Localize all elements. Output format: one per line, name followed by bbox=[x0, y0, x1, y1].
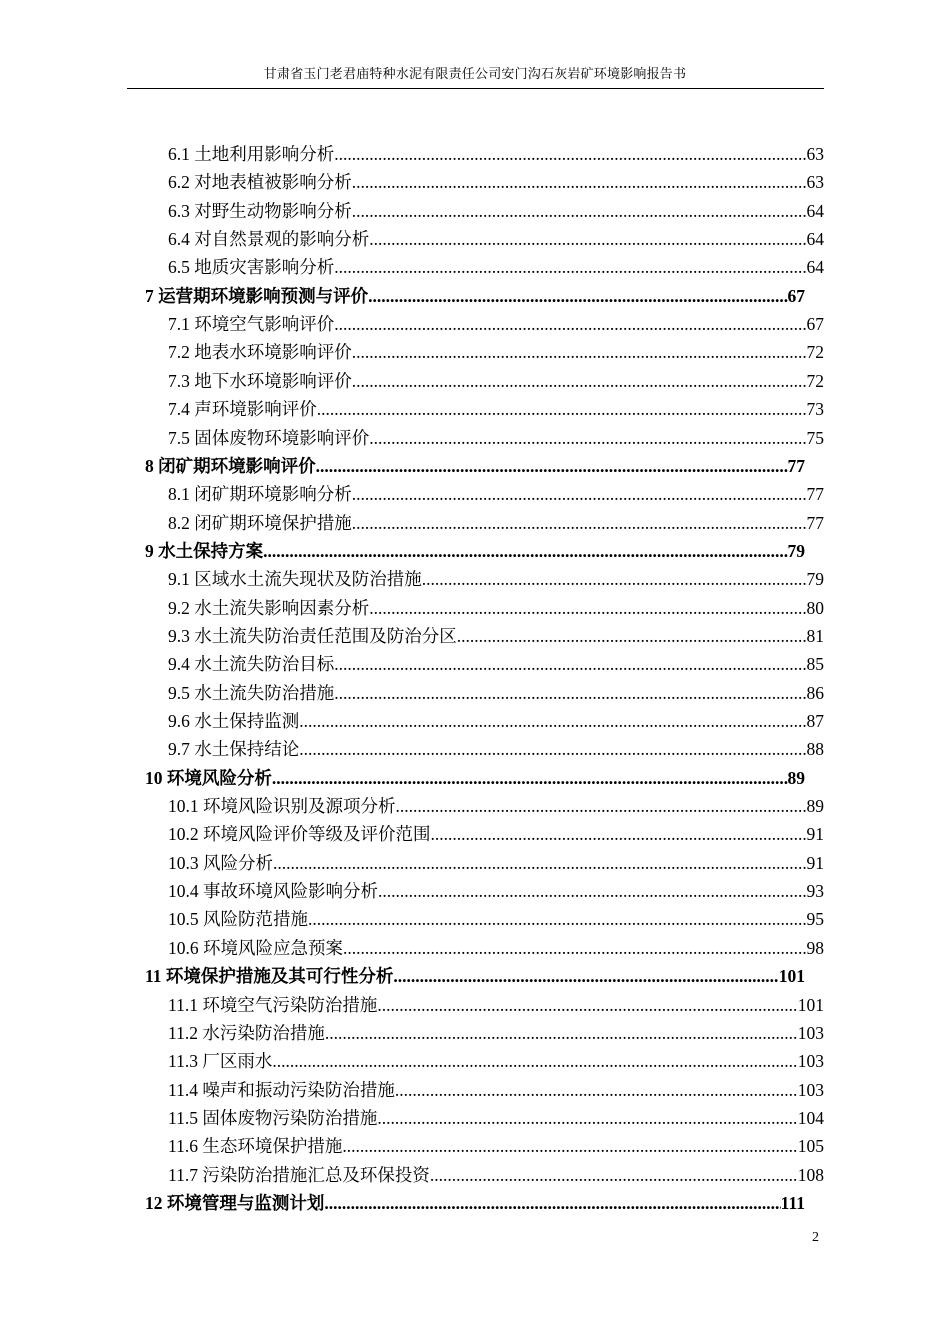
toc-entry-title: 9 水土保持方案 bbox=[145, 541, 264, 561]
toc-dot-leader bbox=[457, 623, 807, 649]
toc-entry-title: 11.7 污染防治措施汇总及环保投资 bbox=[168, 1165, 430, 1185]
toc-section-entry[interactable] bbox=[168, 595, 824, 621]
toc-entry-page: 108 bbox=[797, 1165, 824, 1185]
toc-section-entry[interactable] bbox=[168, 339, 824, 365]
toc-section-entry[interactable] bbox=[168, 481, 824, 507]
toc-entry-title: 11.5 固体废物污染防治措施 bbox=[168, 1108, 378, 1128]
toc-entry-page: 80 bbox=[806, 598, 824, 618]
toc-entry-page: 93 bbox=[806, 881, 824, 901]
toc-entry-title: 9.2 水土流失影响因素分析 bbox=[168, 598, 370, 618]
toc-entry-title: 7.2 地表水环境影响评价 bbox=[168, 342, 352, 362]
toc-dot-leader bbox=[393, 963, 778, 989]
toc-dot-leader bbox=[378, 878, 807, 904]
toc-section-entry[interactable] bbox=[168, 1105, 824, 1131]
toc-section-entry[interactable] bbox=[168, 935, 824, 961]
toc-entry-title: 11.6 生态环境保护措施 bbox=[168, 1136, 343, 1156]
toc-dot-leader bbox=[317, 396, 807, 422]
toc-entry-page: 98 bbox=[806, 938, 824, 958]
toc-entry-title: 7.3 地下水环境影响评价 bbox=[168, 371, 352, 391]
toc-chapter-entry[interactable] bbox=[145, 453, 805, 479]
toc-entry-title: 9.4 水土流失防治目标 bbox=[168, 654, 335, 674]
toc-section-entry[interactable] bbox=[168, 878, 824, 904]
toc-dot-leader bbox=[272, 1048, 797, 1074]
toc-section-entry[interactable] bbox=[168, 396, 824, 422]
toc-entry-page: 86 bbox=[806, 683, 824, 703]
page-header: 甘肃省玉门老君庙特种水泥有限责任公司安门沟石灰岩矿环境影响报告书 bbox=[263, 66, 687, 81]
toc-dot-leader bbox=[369, 595, 806, 621]
toc-chapter-entry[interactable] bbox=[145, 765, 805, 791]
toc-entry-page: 73 bbox=[806, 399, 824, 419]
toc-entry-page: 89 bbox=[787, 768, 805, 788]
toc-entry-title: 10.3 风险分析 bbox=[168, 853, 273, 873]
toc-entry-page: 103 bbox=[797, 1023, 824, 1043]
page-number: 2 bbox=[812, 1230, 819, 1245]
toc-dot-leader bbox=[316, 453, 788, 479]
toc-entry-page: 75 bbox=[806, 428, 824, 448]
toc-entry-page: 77 bbox=[806, 513, 824, 533]
toc-entry-title: 11.4 噪声和振动污染防治措施 bbox=[168, 1080, 395, 1100]
toc-section-entry[interactable] bbox=[168, 906, 824, 932]
toc-chapter-entry[interactable] bbox=[145, 1190, 805, 1216]
toc-dot-leader bbox=[430, 1162, 798, 1188]
toc-entry-page: 63 bbox=[806, 172, 824, 192]
toc-entry-page: 95 bbox=[806, 909, 824, 929]
toc-entry-page: 104 bbox=[797, 1108, 824, 1128]
toc-dot-leader bbox=[377, 1105, 797, 1131]
toc-entry-page: 103 bbox=[797, 1080, 824, 1100]
toc-entry-page: 105 bbox=[797, 1136, 824, 1156]
toc-section-entry[interactable] bbox=[168, 254, 824, 280]
toc-section-entry[interactable] bbox=[168, 850, 824, 876]
toc-entry-page: 87 bbox=[806, 711, 824, 731]
toc-chapter-entry[interactable] bbox=[145, 963, 805, 989]
toc-dot-leader bbox=[342, 1133, 797, 1159]
toc-entry-title: 6.1 土地利用影响分析 bbox=[168, 144, 335, 164]
toc-dot-leader bbox=[395, 1077, 798, 1103]
toc-dot-leader bbox=[324, 1190, 780, 1216]
toc-dot-leader bbox=[334, 311, 806, 337]
toc-section-entry[interactable] bbox=[168, 1020, 824, 1046]
toc-dot-leader bbox=[308, 906, 807, 932]
toc-dot-leader bbox=[369, 226, 806, 252]
toc-entry-page: 91 bbox=[806, 853, 824, 873]
toc-entry-page: 88 bbox=[806, 739, 824, 759]
toc-section-entry[interactable] bbox=[168, 680, 824, 706]
toc-section-entry[interactable] bbox=[168, 736, 824, 762]
toc-entry-page: 91 bbox=[806, 824, 824, 844]
toc-entry-page: 77 bbox=[787, 456, 805, 476]
toc-entry-title: 6.4 对自然景观的影响分析 bbox=[168, 229, 370, 249]
toc-section-entry[interactable] bbox=[168, 141, 824, 167]
toc-entry-title: 11 环境保护措施及其可行性分析 bbox=[145, 966, 394, 986]
toc-entry-title: 11.1 环境空气污染防治措施 bbox=[168, 995, 378, 1015]
toc-chapter-entry[interactable] bbox=[145, 538, 805, 564]
toc-entry-page: 111 bbox=[780, 1193, 805, 1213]
toc-entry-page: 89 bbox=[806, 796, 824, 816]
toc-entry-page: 64 bbox=[806, 257, 824, 277]
toc-dot-leader bbox=[343, 935, 807, 961]
toc-dot-leader bbox=[352, 510, 807, 536]
toc-entry-title: 11.2 水污染防治措施 bbox=[168, 1023, 325, 1043]
toc-entry-title: 7.1 环境空气影响评价 bbox=[168, 314, 335, 334]
toc-entry-page: 79 bbox=[806, 569, 824, 589]
toc-dot-leader bbox=[431, 821, 807, 847]
toc-dot-leader bbox=[352, 368, 807, 394]
toc-section-entry[interactable] bbox=[168, 169, 824, 195]
toc-entry-page: 67 bbox=[806, 314, 824, 334]
toc-section-entry[interactable] bbox=[168, 1133, 824, 1159]
toc-section-entry[interactable] bbox=[168, 311, 824, 337]
toc-dot-leader bbox=[422, 566, 807, 592]
toc-dot-leader bbox=[299, 736, 806, 762]
toc-entry-title: 10 环境风险分析 bbox=[145, 768, 272, 788]
toc-section-entry[interactable] bbox=[168, 821, 824, 847]
toc-entry-title: 8.1 闭矿期环境影响分析 bbox=[168, 484, 352, 504]
toc-entry-title: 10.4 事故环境风险影响分析 bbox=[168, 881, 378, 901]
toc-dot-leader bbox=[352, 481, 807, 507]
toc-entry-page: 101 bbox=[778, 966, 805, 986]
toc-entry-title: 8.2 闭矿期环境保护措施 bbox=[168, 513, 352, 533]
toc-entry-title: 9.5 水土流失防治措施 bbox=[168, 683, 335, 703]
toc-entry-title: 11.3 厂区雨水 bbox=[168, 1051, 273, 1071]
toc-section-entry[interactable] bbox=[168, 425, 824, 451]
toc-section-entry[interactable] bbox=[168, 368, 824, 394]
toc-entry-title: 9.3 水土流失防治责任范围及防治分区 bbox=[168, 626, 457, 646]
toc-entry-title: 10.2 环境风险评价等级及评价范围 bbox=[168, 824, 431, 844]
toc-entry-title: 10.5 风险防范措施 bbox=[168, 909, 308, 929]
toc-dot-leader bbox=[369, 425, 806, 451]
toc-section-entry[interactable] bbox=[168, 992, 824, 1018]
header-divider bbox=[127, 88, 824, 89]
toc-entry-title: 6.2 对地表植被影响分析 bbox=[168, 172, 352, 192]
toc-section-entry[interactable] bbox=[168, 793, 824, 819]
toc-section-entry[interactable] bbox=[168, 566, 824, 592]
toc-entry-page: 79 bbox=[787, 541, 805, 561]
toc-dot-leader bbox=[396, 793, 807, 819]
toc-entry-title: 8 闭矿期环境影响评价 bbox=[145, 456, 316, 476]
toc-entry-page: 72 bbox=[806, 371, 824, 391]
toc-entry-title: 6.5 地质灾害影响分析 bbox=[168, 257, 335, 277]
toc-dot-leader bbox=[352, 198, 807, 224]
toc-chapter-entry[interactable] bbox=[145, 283, 805, 309]
toc-entry-title: 7.5 固体废物环境影响评价 bbox=[168, 428, 370, 448]
toc-entry-page: 72 bbox=[806, 342, 824, 362]
toc-entry-page: 77 bbox=[806, 484, 824, 504]
toc-entry-title: 9.1 区域水土流失现状及防治措施 bbox=[168, 569, 422, 589]
toc-entry-title: 10.1 环境风险识别及源项分析 bbox=[168, 796, 396, 816]
toc-section-entry[interactable] bbox=[168, 623, 824, 649]
toc-entry-page: 103 bbox=[797, 1051, 824, 1071]
toc-dot-leader bbox=[334, 141, 806, 167]
toc-entry-title: 9.6 水土保持监测 bbox=[168, 711, 300, 731]
toc-dot-leader bbox=[352, 339, 807, 365]
toc-dot-leader bbox=[377, 992, 797, 1018]
toc-dot-leader bbox=[325, 1020, 798, 1046]
toc-entry-title: 9.7 水土保持结论 bbox=[168, 739, 300, 759]
toc-entry-page: 67 bbox=[787, 286, 805, 306]
toc-section-entry[interactable] bbox=[168, 651, 824, 677]
toc-entry-page: 81 bbox=[806, 626, 824, 646]
toc-section-entry[interactable] bbox=[168, 198, 824, 224]
toc-dot-leader bbox=[334, 680, 806, 706]
toc-dot-leader bbox=[299, 708, 806, 734]
toc-section-entry[interactable] bbox=[168, 1077, 824, 1103]
toc-entry-page: 101 bbox=[797, 995, 824, 1015]
toc-section-entry[interactable] bbox=[168, 1048, 824, 1074]
toc-dot-leader bbox=[352, 169, 807, 195]
toc-dot-leader bbox=[272, 765, 788, 791]
toc-entry-page: 64 bbox=[806, 201, 824, 221]
toc-entry-title: 10.6 环境风险应急预案 bbox=[168, 938, 343, 958]
toc-dot-leader bbox=[263, 538, 787, 564]
toc-section-entry[interactable] bbox=[168, 510, 824, 536]
toc-entry-title: 7.4 声环境影响评价 bbox=[168, 399, 317, 419]
toc-dot-leader bbox=[334, 651, 806, 677]
toc-dot-leader bbox=[273, 850, 807, 876]
toc-dot-leader bbox=[334, 254, 806, 280]
toc-entry-page: 63 bbox=[806, 144, 824, 164]
toc-dot-leader bbox=[368, 283, 787, 309]
toc-section-entry[interactable] bbox=[168, 708, 824, 734]
toc-entry-page: 64 bbox=[806, 229, 824, 249]
toc-section-entry[interactable] bbox=[168, 226, 824, 252]
toc-section-entry[interactable] bbox=[168, 1162, 824, 1188]
toc-entry-page: 85 bbox=[806, 654, 824, 674]
toc-entry-title: 6.3 对野生动物影响分析 bbox=[168, 201, 352, 221]
toc-entry-title: 7 运营期环境影响预测与评价 bbox=[145, 286, 369, 306]
toc-entry-title: 12 环境管理与监测计划 bbox=[145, 1193, 325, 1213]
